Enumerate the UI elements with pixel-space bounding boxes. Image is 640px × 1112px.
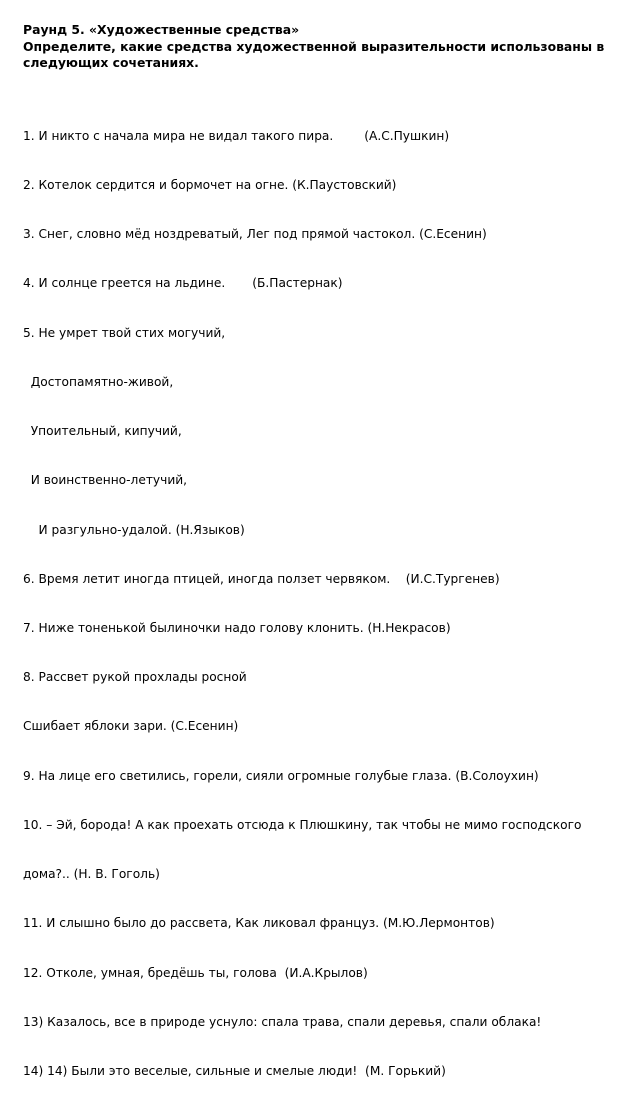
examples-list xyxy=(23,95,633,1112)
example-line: 9. На лице его светились, горели, сияли огромные голубые глаза. (В.Солоухин) xyxy=(23,768,539,783)
example-line: Упоительный, кипучий, xyxy=(23,424,182,439)
task-instruction: Определите, какие средства художественной выразительности использованы в следующих сочетаниях. xyxy=(23,38,605,70)
example-line: 7. Ниже тоненькой былиночки надо голову клонить. (Н.Некрасов) xyxy=(23,621,451,635)
example-line: 5. Не умрет твой стих могучий, xyxy=(23,325,226,340)
example-line: 3. Снег, словно мёд ноздреватый, Лег под прямой частокол. (С.Есенин) xyxy=(23,227,487,242)
example-line: 12. Отколе, умная, бредёшь ты, голова (И.А.Крылов) xyxy=(23,965,368,980)
example-line: 4. И солнце греется на льдине. (Б.Пастернак) xyxy=(23,276,343,291)
round-title: Раунд 5. «Художественные средства» xyxy=(23,22,300,37)
example-line: 10. – Эй, борода! А как проехать отсюда к Плюшкину, так чтобы не мимо господского xyxy=(23,817,582,832)
example-line: 8. Рассвет рукой прохлады росной xyxy=(23,670,247,685)
example-line: 1. И никто с начала мира не видал такого пира. (А.С.Пушкин) xyxy=(23,128,450,143)
example-line: дома?.. (Н. В. Гоголь) xyxy=(23,867,160,882)
example-line: 14) 14) Были это веселые, сильные и смелые люди! (М. Горький) xyxy=(23,1063,446,1078)
slide-heading xyxy=(23,22,623,72)
example-line: 6. Время летит иногда птицей, иногда ползет червяком. (И.С.Тургенев) xyxy=(23,571,500,586)
example-line: 2. Котелок сердится и бормочет на огне. (К.Паустовский) xyxy=(23,178,397,193)
example-line: 11. И слышно было до рассвета, Как ликовал француз. (М.Ю.Лермонтов) xyxy=(23,916,495,931)
example-line: 13) Казалось, все в природе уснуло: спала трава, спали деревья, спали облака! xyxy=(23,1014,542,1029)
example-line: Достопамятно-живой, xyxy=(23,374,174,389)
example-line: И разгульно-удалой. (Н.Языков) xyxy=(23,522,245,537)
example-line: Сшибает яблоки зари. (С.Есенин) xyxy=(23,719,239,734)
example-line: И воинственно-летучий, xyxy=(23,473,188,488)
